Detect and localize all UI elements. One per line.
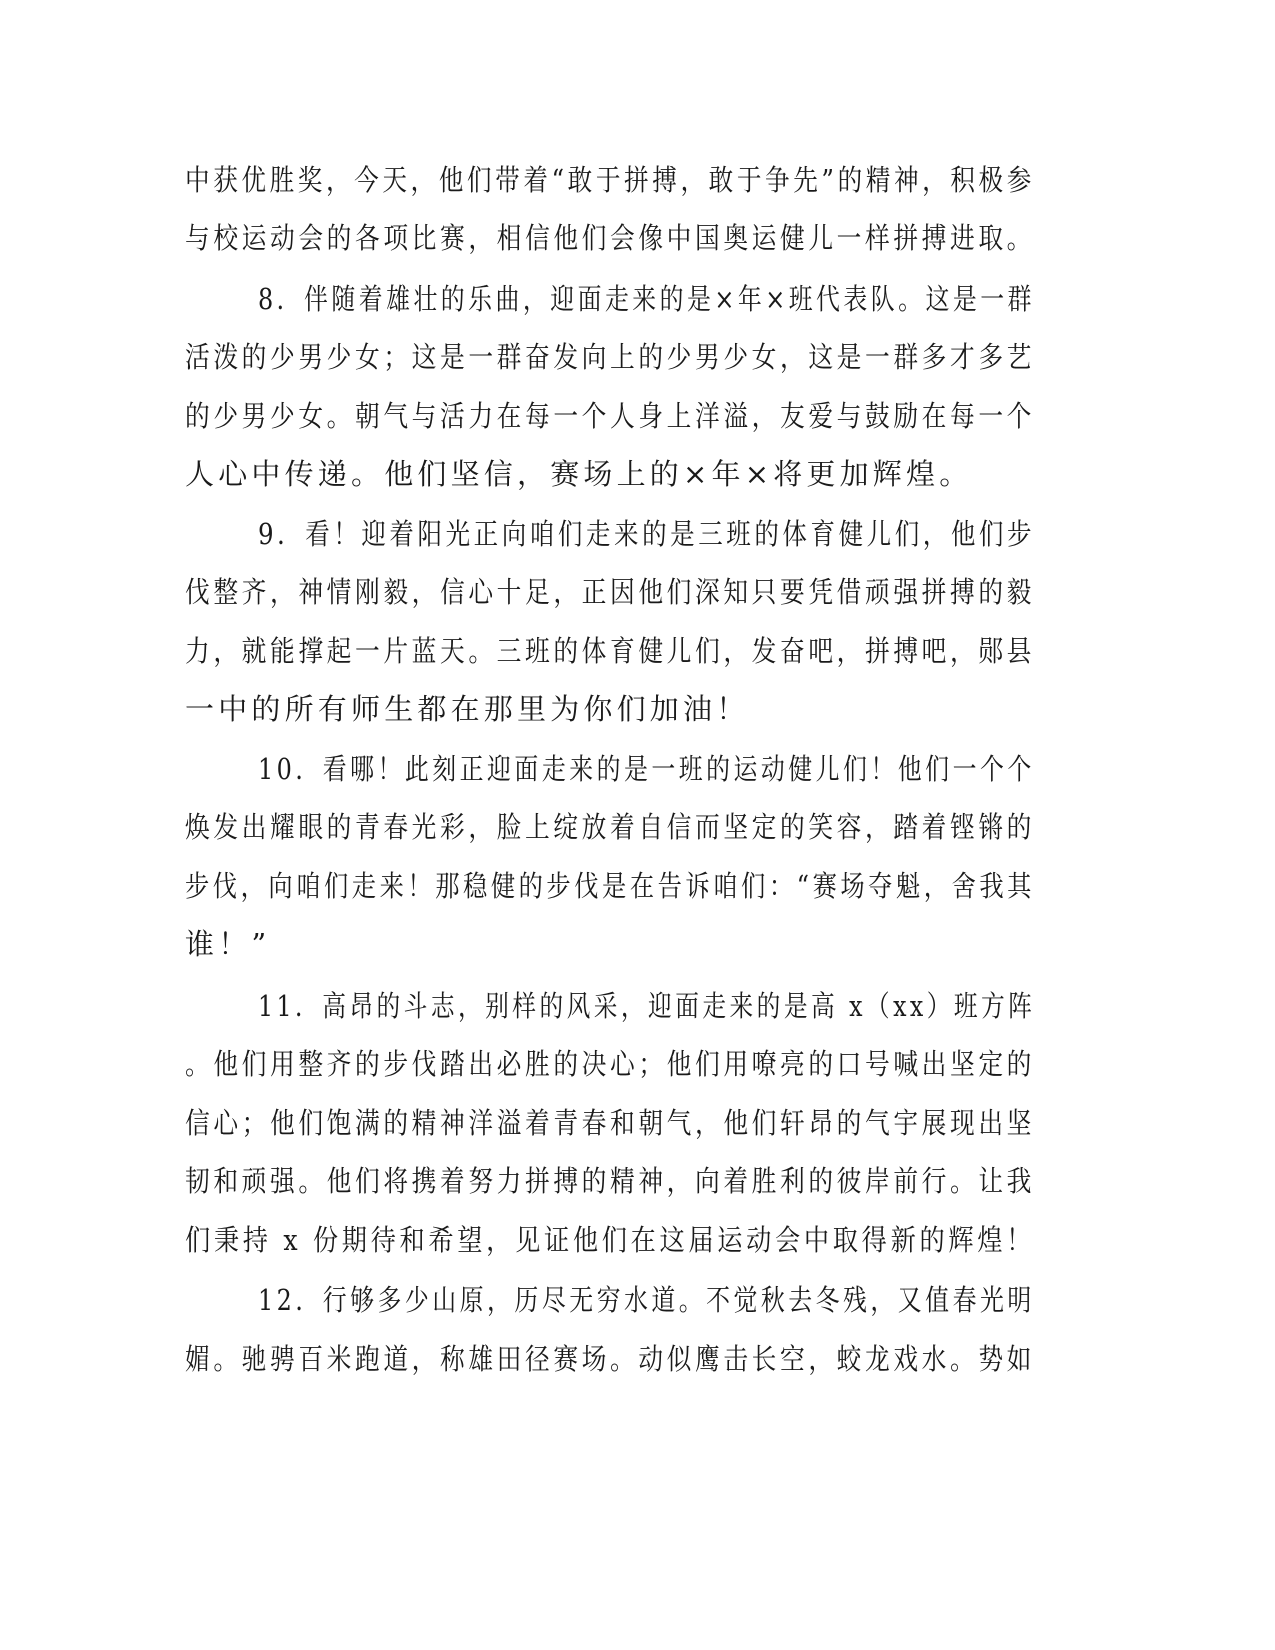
paragraph-8-start: 8．伴随着雄壮的乐曲，迎面走来的是×年×班代表队。这是一群 (258, 282, 1035, 316)
text-line: 与校运动会的各项比赛，相信他们会像中国奥运健儿一样拼搏进取。 (185, 221, 1035, 255)
text-line: 力，就能撑起一片蓝天。三班的体育健儿们，发奋吧，拼搏吧，郧县 (185, 634, 1035, 668)
text-line: 伐整齐，神情刚毅，信心十足，正因他们深知只要凭借顽强拼搏的毅 (185, 575, 1035, 609)
text-line: 一中的所有师生都在那里为你们加油！ (185, 692, 750, 726)
paragraph-12-start: 12．行够多少山原，历尽无穷水道。不觉秋去冬残，又值春光明 (258, 1283, 1035, 1317)
text-line: 们秉持 x 份期待和希望，见证他们在这届运动会中取得新的辉煌！ (185, 1223, 1035, 1257)
text-line: 人心中传递。他们坚信，赛场上的×年×将更加辉煌。 (185, 457, 973, 491)
paragraph-9-start: 9．看！迎着阳光正向咱们走来的是三班的体育健儿们，他们步 (258, 517, 1036, 551)
text-line: 步伐，向咱们走来！那稳健的步伐是在告诉咱们：“赛场夺魁，舍我其 (185, 869, 1035, 903)
text-line: 谁！” (185, 927, 271, 961)
text-line: 中获优胜奖，今天，他们带着“敢于拼搏，敢于争先”的精神，积极参 (185, 163, 1035, 197)
text-line: 信心；他们饱满的精神洋溢着青春和朝气，他们轩昂的气宇展现出坚 (185, 1106, 1035, 1140)
text-line: 媚。驰骋百米跑道，称雄田径赛场。动似鹰击长空，蛟龙戏水。势如 (185, 1342, 1035, 1376)
text-line: 的少男少女。朝气与活力在每一个人身上洋溢，友爱与鼓励在每一个 (185, 399, 1035, 433)
paragraph-11-start: 11．高昂的斗志，别样的风采，迎面走来的是高 x（xx）班方阵 (258, 989, 1036, 1023)
text-line: 活泼的少男少女；这是一群奋发向上的少男少女，这是一群多才多艺 (185, 340, 1035, 374)
text-line: 。他们用整齐的步伐踏出必胜的决心；他们用嘹亮的口号喊出坚定的 (185, 1047, 1035, 1081)
text-line: 焕发出耀眼的青春光彩，脸上绽放着自信而坚定的笑容，踏着铿锵的 (185, 810, 1035, 844)
text-line: 韧和顽强。他们将携着努力拼搏的精神，向着胜利的彼岸前行。让我 (185, 1164, 1035, 1198)
paragraph-10-start: 10．看哪！此刻正迎面走来的是一班的运动健儿们！他们一个个 (258, 752, 1035, 786)
